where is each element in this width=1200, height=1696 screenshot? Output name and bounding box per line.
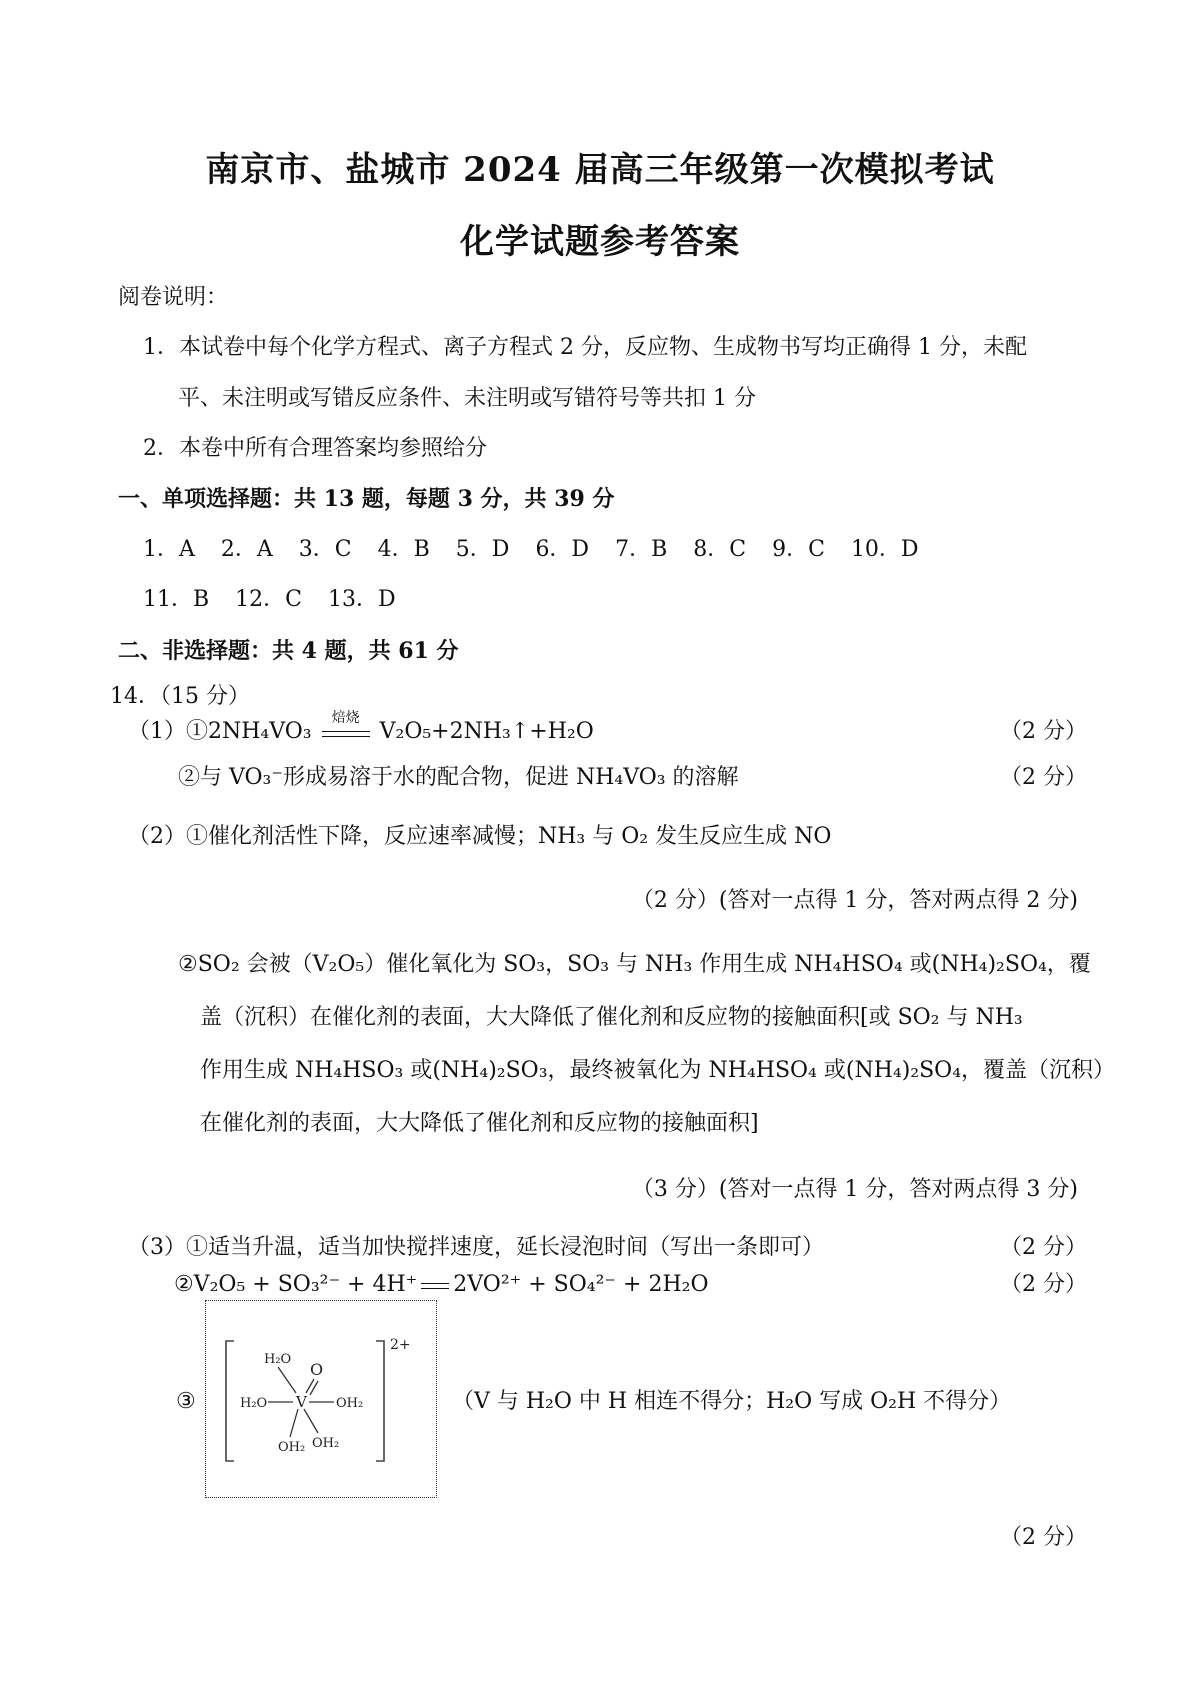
- ligand-bottom-right: OH₂: [312, 1436, 340, 1451]
- instruction-item-2: 2．本卷中所有合理答案均参照给分: [143, 436, 487, 461]
- q14-3-grading-note: （V 与 H₂O 中 H 相连不得分；H₂O 写成 O₂H 不得分）: [452, 1389, 1012, 1414]
- ligand-left: H₂O: [240, 1396, 268, 1411]
- q14-3-score-2: （2 分）: [1000, 1272, 1087, 1297]
- q14-2-answer-2: ②SO₂ 会被（V₂O₅）催化氧化为 SO₃，SO₃ 与 NH₃ 作用生成 NH₄HSO₄ 或(NH₄)₂SO₄，覆: [178, 952, 1091, 977]
- mc-answer: 2．A: [220, 537, 273, 562]
- q14-2-answer-1: （2）①催化剂活性下降，反应速率减慢；NH₃ 与 O₂ 发生反应生成 NO: [128, 824, 832, 849]
- mc-answer: 10．D: [850, 537, 919, 562]
- right-bracket: [376, 1341, 384, 1461]
- bond-top-left: [278, 1367, 296, 1393]
- instruction-item-1: 1．本试卷中每个化学方程式、离子方程式 2 分，反应物、生成物书写均正确得 1 分，未配: [143, 335, 1027, 360]
- ionic-equation-right: 2VO²⁺ + SO₄²⁻ + 2H₂O: [453, 1272, 709, 1297]
- instruction-item-1-cont: 平、未注明或写错反应条件、未注明或写错符号等共扣 1 分: [178, 386, 756, 411]
- ionic-equation-left: ②V₂O₅ + SO₃²⁻ + 4H⁺: [174, 1272, 418, 1297]
- q14-3-score-1: （2 分）: [1000, 1235, 1087, 1260]
- mc-answer: 5．D: [455, 537, 510, 562]
- reaction-equals-sign: [318, 710, 374, 745]
- q14-2-score-1: （2 分）(答对一点得 1 分，答对两点得 2 分): [631, 888, 1078, 913]
- complex-charge: 2+: [390, 1337, 411, 1353]
- complex-structure-box: [205, 1300, 437, 1498]
- q14-3-score-3: （2 分）: [1000, 1525, 1087, 1550]
- mc-answer: 13．D: [328, 587, 396, 612]
- equation-reactants: 2NH₄VO₃: [208, 719, 312, 744]
- ligand-bottom-left: OH₂: [278, 1440, 306, 1455]
- reaction-condition: 焙烧: [331, 710, 360, 726]
- section1-heading: 一、单项选择题：共 13 题，每题 3 分，共 39 分: [118, 486, 615, 512]
- mc-answer: 8．C: [693, 537, 747, 562]
- mc-answer: 7．B: [615, 537, 668, 562]
- section2-heading: 二、非选择题：共 4 题，共 61 分: [118, 638, 459, 664]
- mc-answer: 4．B: [377, 537, 430, 562]
- q14-2-score-2: （3 分）(答对一点得 1 分，答对两点得 3 分): [631, 1177, 1078, 1202]
- q14-1-answer-2: ②与 VO₃⁻形成易溶于水的配合物，促进 NH₄VO₃ 的溶解: [178, 765, 739, 790]
- q14-1-label: （1）①: [128, 719, 208, 744]
- page-subtitle: 化学试题参考答案: [460, 222, 740, 262]
- equation-products: V₂O₅+2NH₃↑+H₂O: [379, 719, 594, 744]
- oxo-oxygen: O: [310, 1360, 324, 1379]
- instructions-heading: 阅卷说明：: [118, 285, 229, 310]
- vanadium-center: V: [296, 1393, 307, 1411]
- q14-2-answer-2-cont-2: 作用生成 NH₄HSO₃ 或(NH₄)₂SO₃，最终被氧化为 NH₄HSO₄ 或(NH₄)₂SO₄，覆盖（沉积）: [200, 1058, 1116, 1083]
- mc-answer: 1．A: [143, 537, 195, 562]
- q14-2-answer-2-cont-1: 盖（沉积）在催化剂的表面，大大降低了催化剂和反应物的接触面积[或 SO₂ 与 NH₃: [200, 1005, 1023, 1030]
- q14-2-answer-2-cont-3: 在催化剂的表面，大大降低了催化剂和反应物的接触面积]: [200, 1111, 759, 1136]
- ligand-right: OH₂: [336, 1396, 364, 1411]
- q14-1-score: （2 分）: [1000, 719, 1087, 744]
- q14-3-equation: [174, 1270, 708, 1300]
- mc-answers-row-1: [143, 535, 919, 565]
- q14-header: 14．（15 分）: [110, 684, 250, 709]
- q14-1-equation: [128, 710, 594, 747]
- mc-answer: 3．C: [298, 537, 352, 562]
- page-title: 南京市、盐城市 2024 届高三年级第一次模拟考试: [205, 150, 995, 190]
- q14-3-answer-1: （3）①适当升温，适当加快搅拌速度，延长浸泡时间（写出一条即可）: [128, 1235, 824, 1260]
- mc-answer: 11．B: [143, 587, 210, 612]
- mc-answers-row-2: [143, 585, 396, 615]
- q14-1-score-2: （2 分）: [1000, 765, 1087, 790]
- ligand-top-left: H₂O: [264, 1352, 292, 1367]
- bond-bottom-left: [290, 1409, 298, 1437]
- mc-answer: 12．C: [235, 587, 302, 612]
- mc-answer: 6．D: [535, 537, 590, 562]
- vanadium-complex-structure: [206, 1301, 436, 1497]
- mc-answer: 9．C: [772, 537, 825, 562]
- left-bracket: [226, 1341, 234, 1461]
- equals-sign: [419, 1275, 451, 1295]
- q14-3-label-3: ③: [176, 1389, 196, 1414]
- bond-bottom-right: [304, 1409, 318, 1433]
